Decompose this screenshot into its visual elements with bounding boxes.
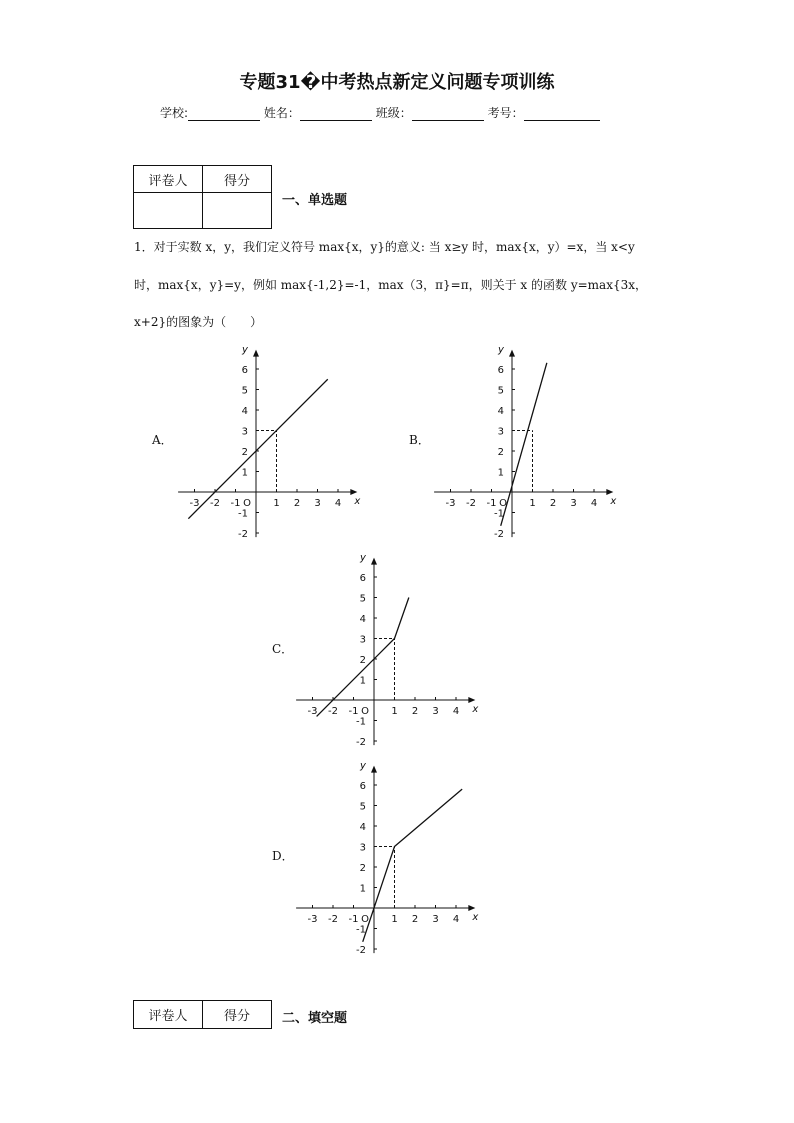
x-tick-label: 1 bbox=[391, 706, 398, 717]
y-tick-label: -2 bbox=[356, 737, 366, 748]
x-axis-label: x bbox=[472, 704, 479, 715]
y-tick-label: -1 bbox=[238, 508, 248, 520]
y-tick-label: 3 bbox=[359, 634, 366, 646]
y-tick-label: 2 bbox=[241, 447, 248, 458]
option-a-graph bbox=[170, 338, 360, 538]
x-tick-label: 4 bbox=[452, 706, 460, 717]
y-tick-label: 4 bbox=[359, 614, 366, 625]
y-axis-arrow bbox=[371, 558, 377, 565]
grader-cell[interactable] bbox=[134, 193, 203, 229]
y-axis-arrow bbox=[253, 350, 259, 357]
x-tick-label: 4 bbox=[334, 498, 342, 509]
option-c-label[interactable]: C． bbox=[272, 642, 294, 656]
score-table-1 bbox=[133, 165, 272, 229]
x-tick-label: 3 bbox=[432, 706, 439, 717]
y-tick-label: 5 bbox=[359, 801, 366, 813]
y-tick-label: -1 bbox=[494, 508, 504, 520]
x-tick-label: -3 bbox=[445, 498, 456, 509]
x-tick-label: 3 bbox=[570, 498, 577, 509]
x-tick-label: -2 bbox=[328, 706, 338, 717]
x-tick-label: 4 bbox=[590, 498, 598, 509]
option-d-graph bbox=[288, 754, 478, 954]
x-tick-label: 1 bbox=[391, 914, 398, 925]
x-tick-label: O bbox=[243, 498, 251, 509]
school-label: 学校: bbox=[160, 106, 189, 120]
x-tick-label: -3 bbox=[189, 498, 200, 509]
y-tick-label: 1 bbox=[497, 467, 504, 479]
x-tick-label: O bbox=[361, 914, 369, 925]
x-tick-label: O bbox=[361, 706, 369, 717]
y-axis-arrow bbox=[509, 350, 515, 357]
function-line bbox=[188, 379, 327, 518]
score-table-2 bbox=[133, 1000, 272, 1029]
y-tick-label: 6 bbox=[241, 365, 248, 376]
x-tick-label: -2 bbox=[466, 498, 476, 509]
exam-no-field[interactable] bbox=[524, 107, 600, 121]
y-axis-label: y bbox=[360, 552, 366, 564]
x-tick-label: -3 bbox=[307, 706, 318, 717]
y-axis-label: y bbox=[360, 760, 366, 772]
x-tick-label: -1 bbox=[348, 706, 359, 717]
y-tick-label: 4 bbox=[359, 822, 366, 833]
x-tick-label: 1 bbox=[529, 498, 536, 509]
y-tick-label: 6 bbox=[359, 573, 366, 584]
y-axis-label: y bbox=[498, 344, 504, 356]
x-tick-label: 1 bbox=[273, 498, 280, 509]
x-tick-label: -1 bbox=[230, 498, 241, 509]
option-a-label[interactable]: A． bbox=[152, 433, 173, 447]
class-field[interactable] bbox=[412, 107, 484, 121]
question-1-line-2: 时，max{x，y}=y，例如 max{-1,2}=-1，max（3，π}=π，则关于 x 的函数 y=max{3x， bbox=[134, 278, 648, 292]
y-tick-label: 3 bbox=[241, 426, 248, 438]
x-axis-label: x bbox=[472, 912, 479, 923]
x-tick-label: -1 bbox=[486, 498, 497, 509]
option-b-graph bbox=[426, 338, 616, 538]
x-axis-arrow bbox=[350, 489, 357, 495]
grader-header: 评卷人 bbox=[134, 166, 203, 193]
name-field[interactable] bbox=[300, 107, 372, 121]
y-tick-label: -1 bbox=[356, 924, 366, 936]
question-1-line-1: 1．对于实数 x，y，我们定义符号 max{x，y}的意义: 当 x≥y 时，max{x，y）=x，当 x<y bbox=[134, 240, 635, 254]
option-d-label[interactable]: D． bbox=[272, 849, 294, 863]
y-tick-label: 6 bbox=[359, 781, 366, 792]
x-axis-arrow bbox=[468, 697, 475, 703]
name-label: 姓名： bbox=[263, 106, 300, 120]
school-field[interactable] bbox=[188, 107, 260, 121]
x-tick-label: 2 bbox=[293, 498, 301, 509]
x-tick-label: -2 bbox=[328, 914, 338, 925]
y-tick-label: 2 bbox=[497, 447, 504, 458]
y-tick-label: -2 bbox=[494, 529, 504, 540]
option-b-label[interactable]: B． bbox=[409, 433, 430, 447]
x-tick-label: 3 bbox=[314, 498, 321, 509]
y-tick-label: 1 bbox=[359, 675, 366, 687]
y-tick-label: -2 bbox=[356, 945, 366, 956]
x-axis-label: x bbox=[610, 496, 617, 507]
page-title: 专题31�中考热点新定义问题专项训练 bbox=[239, 72, 555, 93]
x-tick-label: 2 bbox=[549, 498, 557, 509]
score-header: 得分 bbox=[203, 166, 272, 193]
x-axis-arrow bbox=[606, 489, 613, 495]
x-tick-label: -1 bbox=[348, 914, 359, 925]
y-tick-label: 5 bbox=[241, 385, 248, 397]
y-tick-label: 4 bbox=[241, 406, 248, 417]
y-tick-label: -1 bbox=[356, 716, 366, 728]
section-heading-1: 一、单选题 bbox=[282, 193, 348, 208]
y-tick-label: 2 bbox=[359, 655, 366, 666]
y-tick-label: 2 bbox=[359, 863, 366, 874]
score-cell[interactable] bbox=[203, 193, 272, 229]
x-tick-label: O bbox=[499, 498, 507, 509]
y-axis-label: y bbox=[242, 344, 248, 356]
y-tick-label: 1 bbox=[241, 467, 248, 479]
y-tick-label: 4 bbox=[497, 406, 504, 417]
option-c-graph bbox=[288, 546, 478, 746]
score-header: 得分 bbox=[203, 1001, 272, 1029]
class-label: 班级： bbox=[375, 106, 412, 120]
grader-header: 评卷人 bbox=[134, 1001, 203, 1029]
y-tick-label: 6 bbox=[497, 365, 504, 376]
x-tick-label: 2 bbox=[411, 706, 419, 717]
x-tick-label: 3 bbox=[432, 914, 439, 925]
question-1-line-3: x+2}的图象为（ ） bbox=[134, 315, 263, 329]
student-info-line bbox=[160, 104, 600, 121]
y-tick-label: 5 bbox=[359, 593, 366, 605]
function-line bbox=[501, 363, 547, 526]
x-tick-label: 2 bbox=[411, 914, 419, 925]
y-tick-label: 3 bbox=[497, 426, 504, 438]
x-axis-label: x bbox=[354, 496, 361, 507]
exam-no-label: 考号： bbox=[487, 106, 524, 120]
section-heading-2: 二、填空题 bbox=[282, 1011, 348, 1026]
y-tick-label: -2 bbox=[238, 529, 248, 540]
x-axis-arrow bbox=[468, 905, 475, 911]
x-tick-label: -2 bbox=[210, 498, 220, 509]
y-axis-arrow bbox=[371, 766, 377, 773]
y-tick-label: 3 bbox=[359, 842, 366, 854]
y-tick-label: 1 bbox=[359, 883, 366, 895]
x-tick-label: 4 bbox=[452, 914, 460, 925]
y-tick-label: 5 bbox=[497, 385, 504, 397]
x-tick-label: -3 bbox=[307, 914, 318, 925]
